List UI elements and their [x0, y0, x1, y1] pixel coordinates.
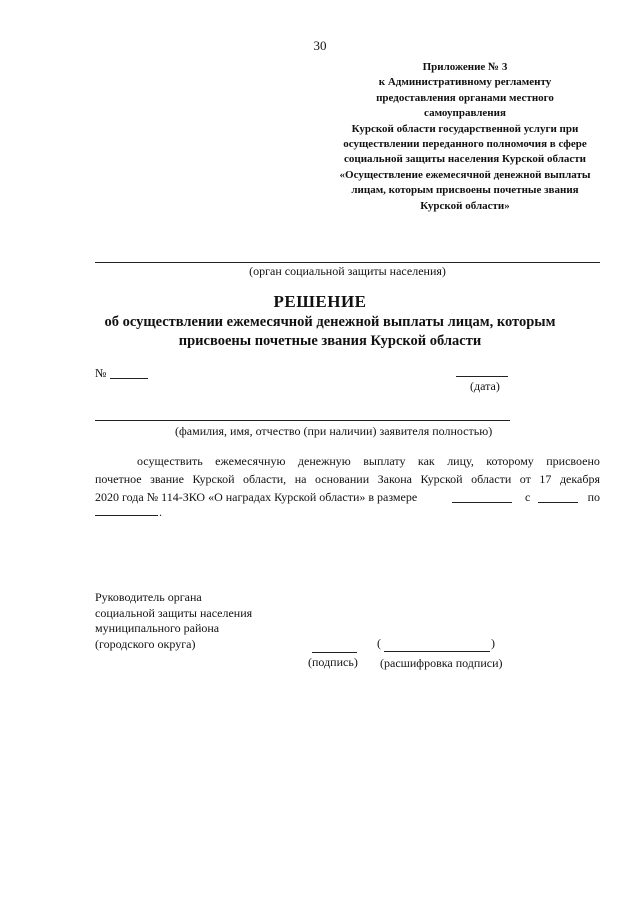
period-mark: . [159, 505, 162, 519]
authority-blank-line[interactable] [95, 262, 600, 263]
annex-line: осуществлении переданного полномочия в сфере [343, 138, 587, 151]
body-word: на [294, 472, 307, 486]
annex-line: Курской области государственной услуги при [351, 122, 579, 135]
body-word: как [417, 454, 435, 468]
decoding-close-paren: ) [491, 636, 495, 650]
body-line-4 [95, 506, 600, 524]
annex-line: предоставления органами местного [376, 91, 554, 104]
body-word: декабря [559, 472, 600, 486]
document-title: РЕШЕНИЕ [273, 292, 367, 311]
annex-header [300, 60, 630, 214]
body-word: 17 [539, 472, 552, 486]
annex-line: самоуправления [424, 107, 506, 120]
body-word: осуществить [137, 454, 203, 468]
body-word: области, [243, 472, 287, 486]
body-word: ежемесячную [215, 454, 286, 468]
body-word: Курской [420, 472, 463, 486]
annex-line: социальной защиты населения Курской области [343, 153, 587, 166]
decision-body [95, 452, 600, 524]
applicant-blank-line[interactable] [95, 420, 510, 421]
date-blank-line[interactable] [456, 376, 508, 377]
number-blank-line[interactable] [110, 378, 148, 379]
body-word: Курской [192, 472, 235, 486]
subtitle-line: об осуществлении ежемесячной денежной выплаты лицам, которым [104, 314, 556, 330]
signer-line: социальной защиты населения [95, 605, 253, 620]
document-subtitle [75, 313, 585, 351]
to-date-blank-line[interactable] [95, 515, 158, 516]
annex-line: Курской области» [420, 199, 510, 212]
to-label: по [587, 490, 600, 504]
body-word: почетное [95, 472, 142, 486]
subtitle-line: присвоены почетные звания Курской области [178, 333, 482, 349]
annex-line: «Осуществление ежемесячной денежной выплаты [339, 168, 591, 181]
date-caption: (дата) [470, 379, 500, 393]
applicant-caption: (фамилия, имя, отчество (при наличии) заявителя полностью) [175, 424, 493, 438]
body-word: звание [150, 472, 184, 486]
from-label: с [525, 490, 531, 504]
signature-blank-line[interactable] [312, 652, 357, 653]
body-line-1 [95, 452, 600, 470]
body-word: области [471, 472, 512, 486]
annex-line: к Административному регламенту [378, 76, 552, 89]
decoding-blank-line[interactable] [384, 651, 490, 652]
amount-blank-line[interactable] [452, 502, 512, 503]
body-line-2 [95, 470, 600, 488]
number-label: № [95, 366, 107, 380]
body-word: выплату [363, 454, 406, 468]
body-word: основании [314, 472, 370, 486]
body-word: присвоено [546, 454, 600, 468]
body-word: Закона [377, 472, 412, 486]
authority-caption: (орган социальной защиты населения) [249, 264, 446, 278]
signature-caption: (подпись) [308, 655, 358, 669]
decoding-open-paren: ( [377, 636, 381, 650]
annex-line: Приложение № 3 [422, 61, 508, 73]
signer-line: муниципального района [95, 621, 220, 635]
signer-line: Руководитель органа [95, 590, 202, 604]
body-line-3 [95, 488, 600, 506]
annex-line: лицам, которым присвоены почетные звания [351, 184, 579, 197]
decoding-caption: (расшифровка подписи) [380, 656, 503, 670]
signer-block [95, 590, 252, 652]
page-number: 30 [313, 38, 327, 53]
body-word: денежную [297, 454, 351, 468]
body-word: которому [486, 454, 534, 468]
signer-line: (городского округа) [95, 636, 196, 651]
body-word: лицу, [447, 454, 474, 468]
body-line-3-text: 2020 года № 114-ЗКО «О наградах Курской области» в размере [95, 490, 418, 504]
body-word: от [519, 472, 531, 486]
from-date-blank-line[interactable] [538, 502, 578, 503]
